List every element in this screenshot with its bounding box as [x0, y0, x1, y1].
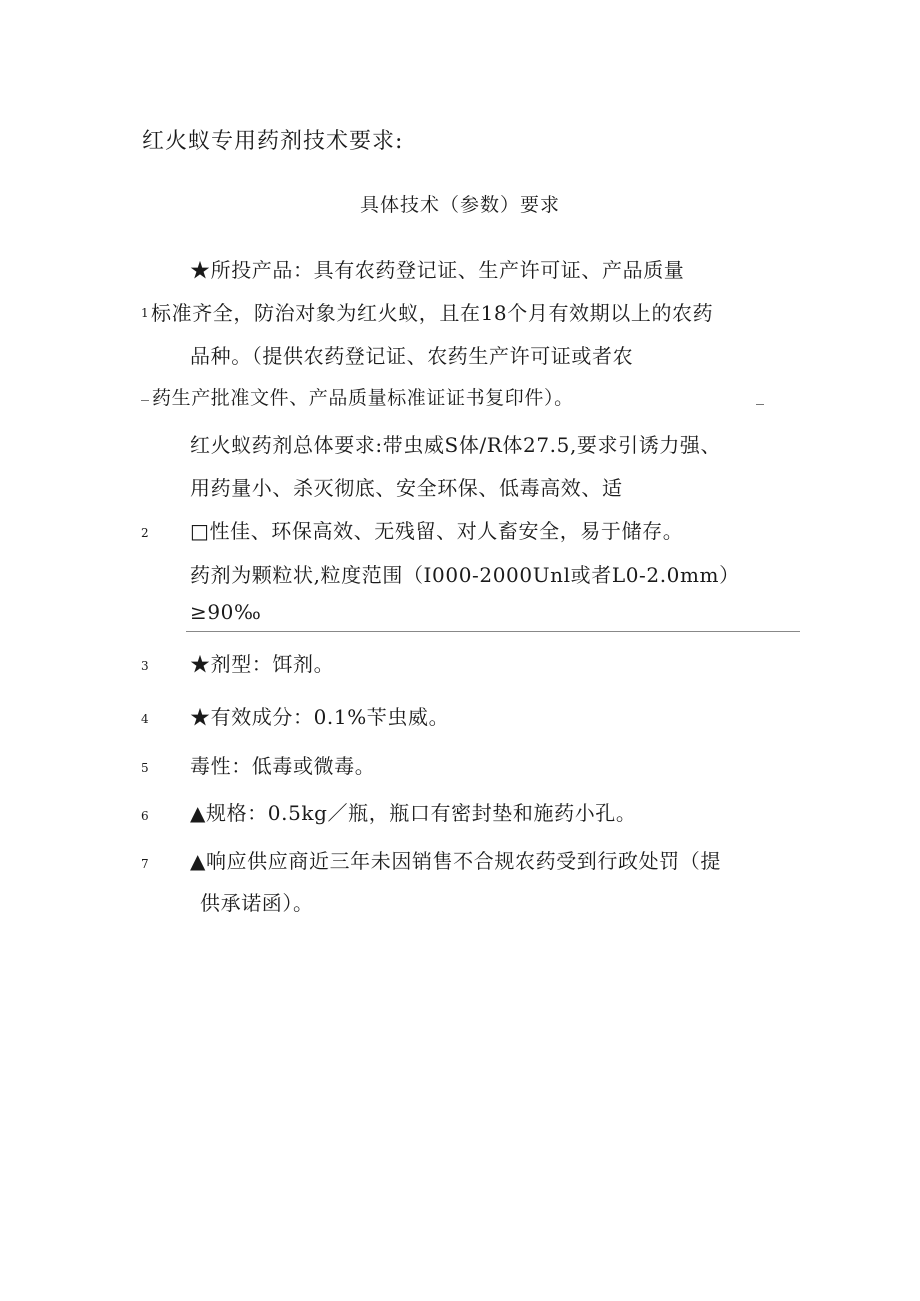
item-text-line: 用药量小、杀灭彻底、安全环保、低毒高效、适	[190, 476, 623, 500]
left-mark: _	[141, 382, 149, 401]
item-number: 2	[141, 526, 149, 540]
item-number: 4	[141, 712, 149, 726]
horizontal-rule	[186, 631, 800, 632]
item-number: 7	[141, 857, 149, 871]
item-text-line: 供承诺函）。	[200, 891, 314, 915]
item-text-line: 标准齐全，防治对象为红火蚁，且在18个月有效期以上的农药	[151, 301, 714, 325]
item-text-line: 药剂为颗粒状,粒度范围（I000-2000Unl或者L0-2.0mm）	[190, 563, 740, 587]
item-number: 6	[141, 809, 149, 823]
item-number: 1	[141, 306, 149, 320]
item-number: 5	[141, 761, 149, 775]
section-header: 具体技术（参数）要求	[359, 194, 560, 216]
item-text-line: ≥90‰	[190, 600, 262, 624]
item-text-line: ★有效成分：0.1%苄虫威。	[190, 705, 450, 729]
item-text-line: 红火蚁药剂总体要求:带虫威S体/R体27.5,要求引诱力强、	[190, 433, 722, 457]
item-text-line: □性佳、环保高效、无残留、对人畜安全，易于储存。	[190, 519, 684, 543]
item-text-line: ▲规格：0.5kg／瓶，瓶口有密封垫和施药小孔。	[190, 801, 637, 825]
document-title: 红火蚁专用药剂技术要求:	[142, 129, 404, 154]
item-text-line: 药生产批准文件、产品质量标准证证书复印件）。	[152, 387, 574, 409]
item-text-line: ★所投产品：具有农药登记证、生产许可证、产品质量	[190, 258, 685, 282]
item-text-line: ★剂型：饵剂。	[190, 652, 335, 676]
item-text-line: 毒性：低毒或微毒。	[190, 754, 376, 778]
item-number: 3	[141, 659, 149, 673]
item-text-line: ▲响应供应商近三年未因销售不合规农药受到行政处罚（提	[190, 849, 721, 873]
item-text-line: 品种。（提供农药登记证、农药生产许可证或者农	[190, 344, 634, 368]
right-mark: _	[756, 386, 764, 405]
